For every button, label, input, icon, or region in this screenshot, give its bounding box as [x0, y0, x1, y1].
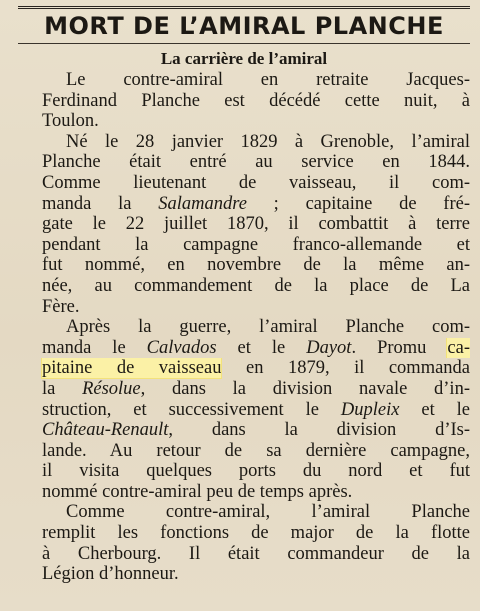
highlighted-text: pitaine de vaisseau: [42, 358, 222, 379]
ship-name: Dayot: [306, 337, 352, 358]
text-segment: et le: [216, 337, 307, 358]
text-segment: en 1879, il commanda: [221, 358, 470, 379]
text-line: [18, 235, 470, 256]
highlighted-text: ca-: [447, 337, 470, 358]
text-line: [18, 544, 470, 565]
ship-name: Salamandre: [158, 193, 247, 214]
text-line: [18, 70, 470, 91]
text-segment: lande. Au retour de sa dernière campagne,: [42, 440, 470, 461]
text-line: [18, 276, 470, 297]
text-line: [18, 441, 470, 462]
text-line: [18, 91, 470, 112]
ship-name: Calvados: [146, 337, 217, 358]
text-segment: nommé contre-amiral peu de temps après.: [42, 481, 353, 502]
text-segment: Après la guerre, l’amiral Planche com-: [66, 317, 470, 338]
text-segment: la: [42, 378, 83, 399]
text-line: [18, 152, 470, 173]
text-segment: Ferdinand Planche est décédé cette nuit, à: [42, 90, 470, 111]
text-segment: Légion d’honneur.: [42, 564, 179, 585]
text-line: [18, 482, 470, 503]
text-line: [18, 461, 470, 482]
text-line: [18, 338, 470, 359]
article-paragraph: [18, 502, 470, 584]
text-segment: Toulon.: [42, 111, 99, 132]
text-line: [18, 379, 470, 400]
text-line: [18, 214, 470, 235]
text-segment: Comme lieutenant de vaisseau, il com-: [42, 172, 470, 193]
text-segment: , dans la division navale d’in-: [140, 378, 470, 399]
headline-rule: [18, 43, 470, 44]
ship-name: Résolue: [82, 378, 141, 399]
text-segment: fut nommé, en novembre de la même an-: [42, 255, 470, 276]
text-line: [18, 132, 470, 153]
text-line: [18, 317, 470, 338]
article-paragraph: [18, 132, 470, 317]
article-paragraph: [18, 70, 470, 132]
text-segment: . Promu: [351, 337, 448, 358]
text-segment: Né le 28 janvier 1829 à Grenoble, l’amiral: [66, 131, 470, 152]
text-line: [18, 255, 470, 276]
text-segment: à Cherbourg. Il était commandeur de la: [42, 543, 470, 564]
text-segment: remplit les fonctions de major de la flotte: [42, 523, 470, 544]
text-segment: Comme contre-amiral, l’amiral Planche: [66, 502, 470, 523]
ship-name: Château-Renault: [42, 420, 169, 441]
text-segment: il visita quelques ports du nord et fut: [42, 461, 470, 482]
text-segment: Fère.: [42, 296, 80, 317]
text-segment: , dans la division d’Is-: [168, 420, 470, 441]
article-body: [18, 70, 470, 585]
text-segment: et le: [399, 399, 470, 420]
text-segment: gate le 22 juillet 1870, il combattit à terre: [42, 214, 470, 235]
text-line: [18, 111, 470, 132]
text-segment: struction, et successivement le: [42, 399, 341, 420]
text-line: [18, 502, 470, 523]
text-segment: née, au commandement de la place de La: [42, 275, 470, 296]
text-segment: ; capitaine de fré-: [246, 193, 470, 214]
text-segment: Le contre-amiral en retraite Jacques-: [66, 70, 470, 90]
text-line: [18, 400, 470, 421]
text-segment: manda la: [42, 193, 159, 214]
text-line: [18, 564, 470, 585]
text-line: [18, 523, 470, 544]
text-line: [18, 194, 470, 215]
ship-name: Dupleix: [340, 399, 400, 420]
top-rule: [18, 6, 470, 9]
headline: MORT DE L’AMIRAL PLANCHE: [44, 12, 444, 40]
text-line: [18, 358, 470, 379]
text-segment: Planche était entré au service en 1844.: [42, 152, 470, 173]
text-line: [18, 297, 470, 318]
text-segment: pendant la campagne franco-allemande et: [42, 234, 470, 255]
text-segment: manda le: [42, 337, 147, 358]
article-paragraph: [18, 317, 470, 502]
text-line: [18, 173, 470, 194]
subheadline: La carrière de l’amiral: [160, 49, 328, 68]
text-line: [18, 420, 470, 441]
